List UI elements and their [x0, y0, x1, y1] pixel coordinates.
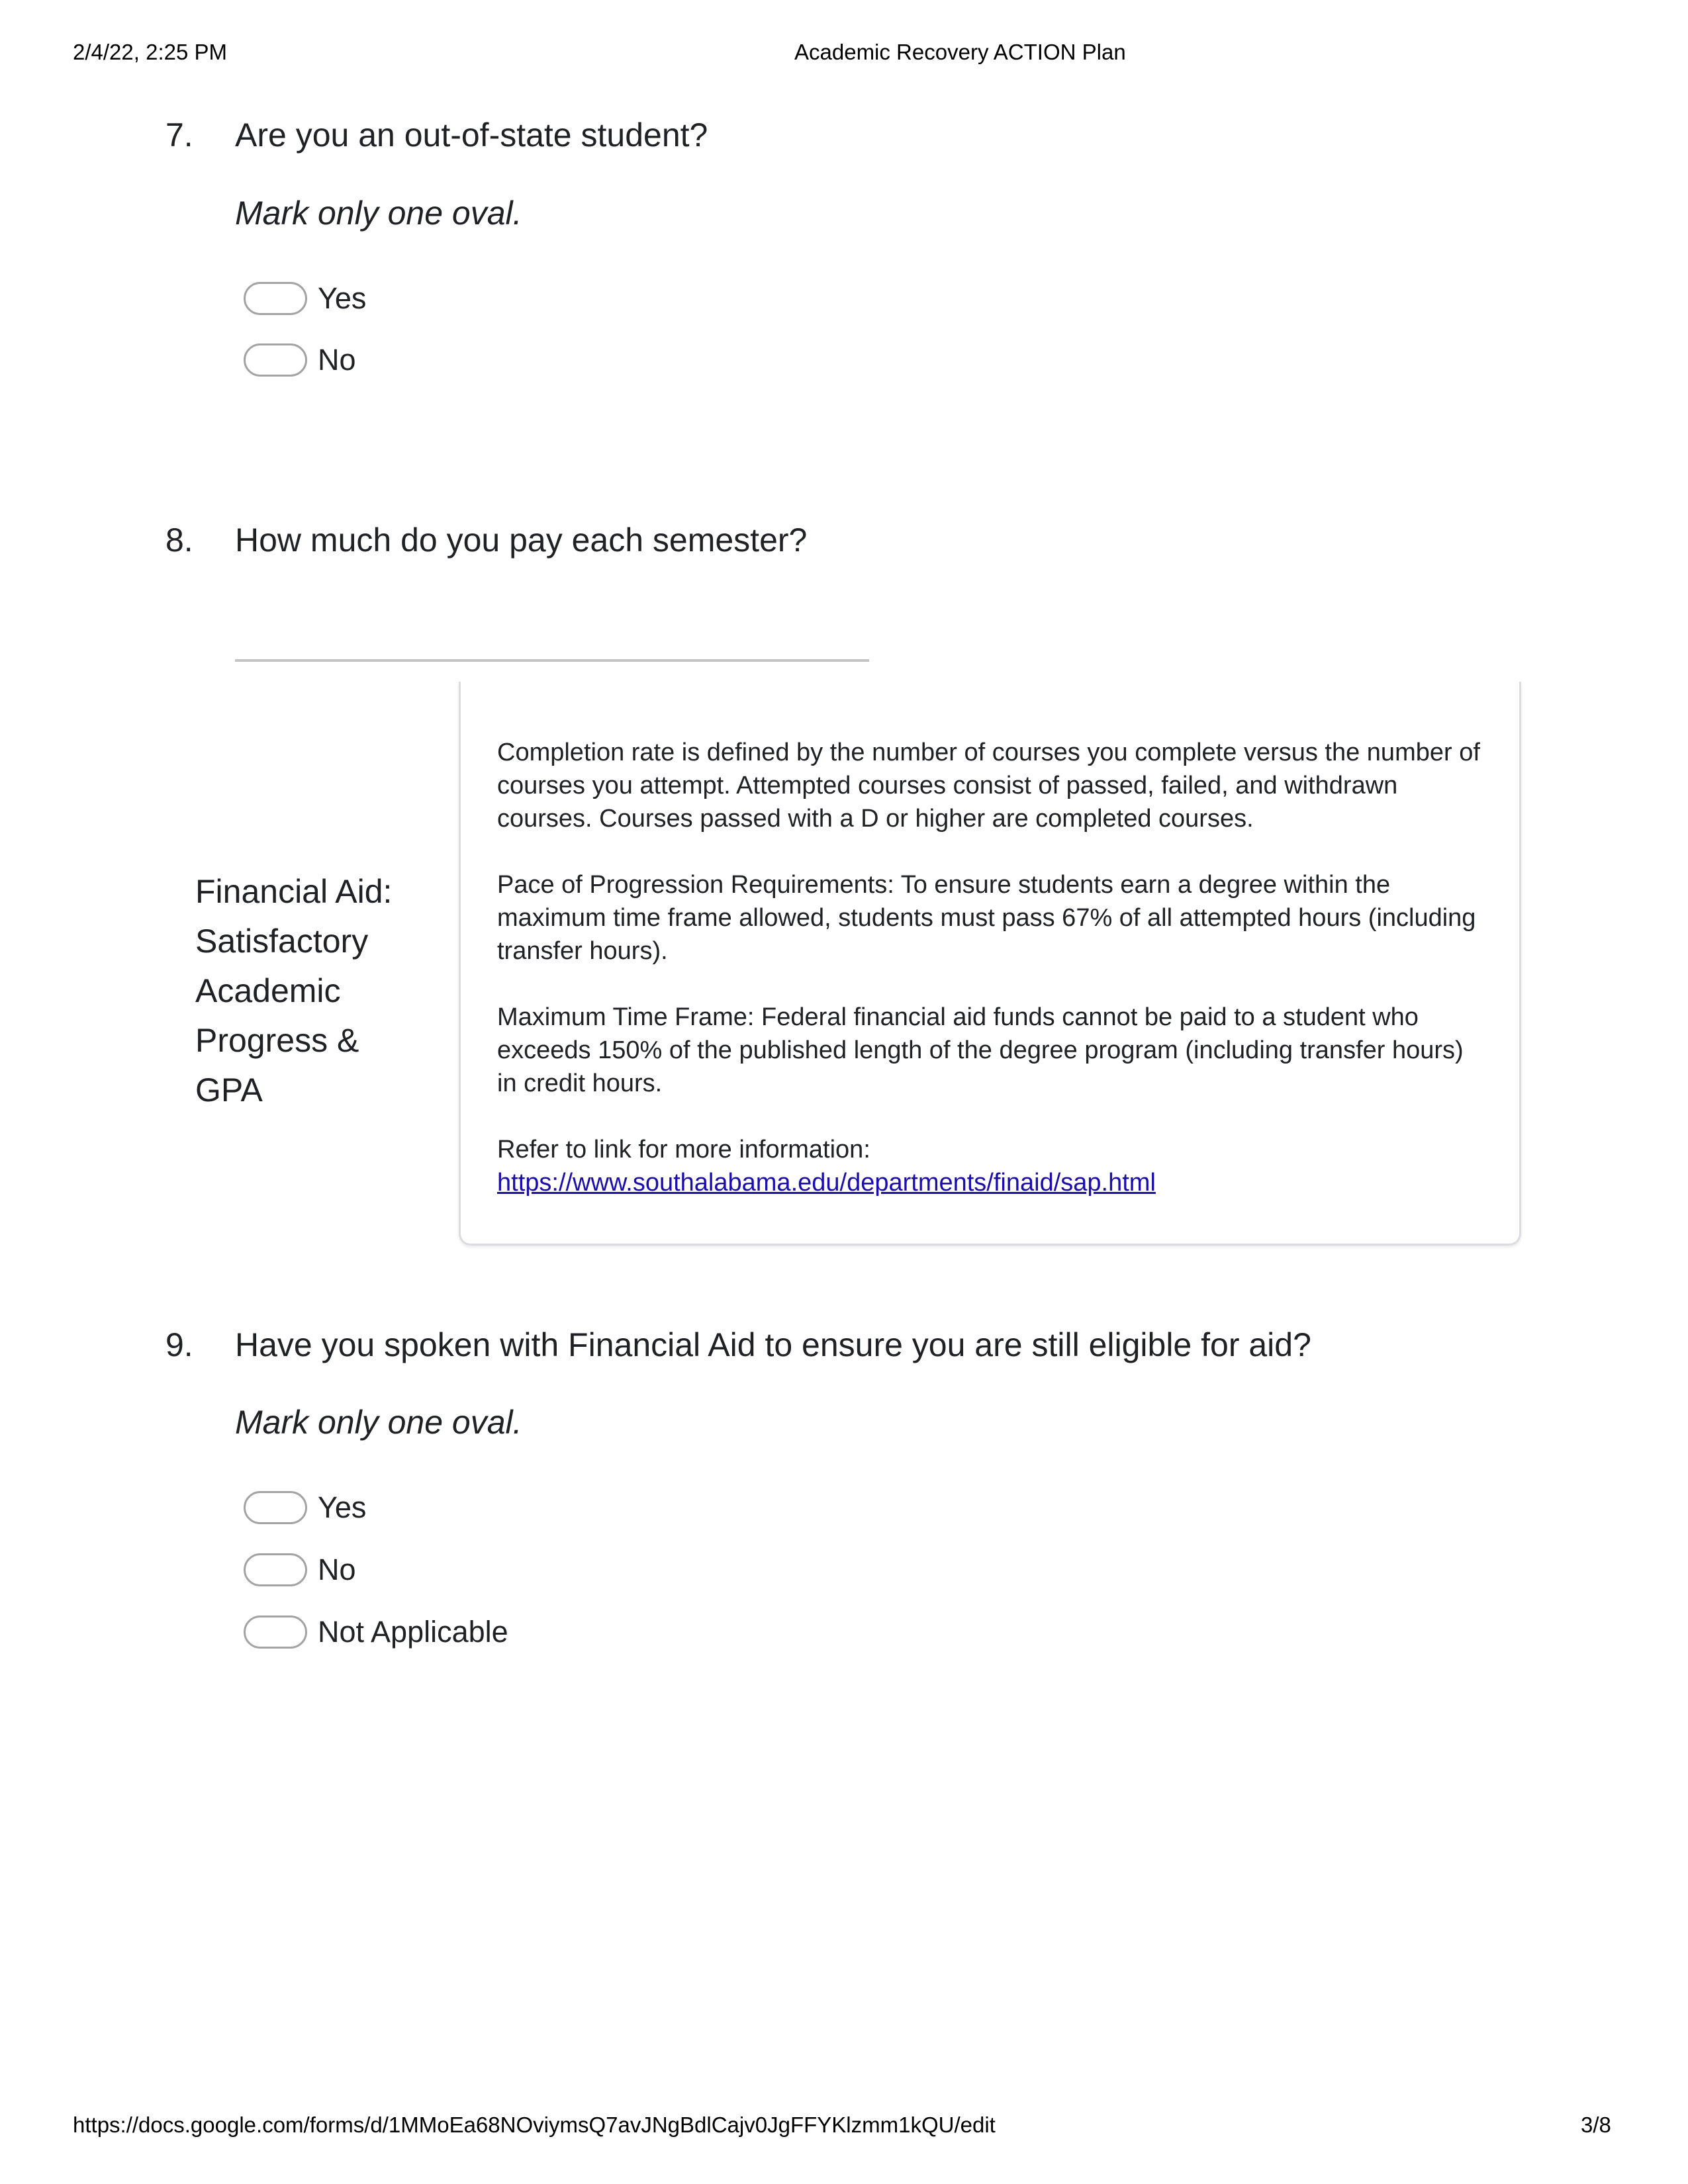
- option-label: No: [318, 343, 356, 377]
- radio-oval[interactable]: [244, 1615, 307, 1649]
- radio-oval[interactable]: [244, 343, 307, 377]
- question-text: Have you spoken with Financial Aid to ensure you are still eligible for aid?: [235, 1326, 1311, 1363]
- radio-oval[interactable]: [244, 282, 307, 315]
- section-paragraph: Maximum Time Frame: Federal financial aid funds cannot be paid to a student who exceeds 150% of the published length of the degree program (including transfer hours) in credit hours.: [497, 1003, 1464, 1097]
- option-label: Not Applicable: [318, 1615, 508, 1649]
- question-number: 7.: [165, 116, 193, 154]
- answer-input-line[interactable]: [235, 659, 869, 662]
- question-text: Are you an out-of-state student?: [235, 116, 708, 154]
- question-text: How much do you pay each semester?: [235, 522, 808, 559]
- option-no[interactable]: [244, 341, 356, 379]
- option-yes[interactable]: [244, 1489, 366, 1526]
- section-title: Financial Aid: Satisfactory Academic Progress & GPA: [195, 873, 393, 1109]
- question-hint: Mark only one oval.: [235, 1404, 522, 1441]
- section-description-box: [459, 682, 1521, 1246]
- option-label: Yes: [318, 1490, 367, 1524]
- question-number: 9.: [165, 1326, 193, 1363]
- option-label: No: [318, 1553, 356, 1586]
- sap-info-link[interactable]: https://www.southalabama.edu/departments/finaid/sap.html: [497, 1169, 1156, 1197]
- section-paragraph: Pace of Progression Requirements: To ensure students earn a degree within the maximum time frame allowed, students must pass 67% of all attempted hours (including transfer hours).: [497, 871, 1476, 965]
- print-datetime: 2/4/22, 2:25 PM: [73, 40, 227, 64]
- radio-oval[interactable]: [244, 1491, 307, 1524]
- option-yes[interactable]: [244, 280, 366, 317]
- page-url: https://docs.google.com/forms/d/1MMoEa68NOviymsQ7avJNgBdlCajv0JgFFYKlzmm1kQU/edit: [73, 2113, 996, 2137]
- document-title: Academic Recovery ACTION Plan: [794, 40, 1126, 64]
- question-hint: Mark only one oval.: [235, 195, 522, 232]
- section-paragraph: Refer to link for more information:: [497, 1136, 870, 1163]
- page-number: 3/8: [1581, 2113, 1611, 2137]
- radio-oval[interactable]: [244, 1553, 307, 1586]
- option-no[interactable]: [244, 1551, 356, 1588]
- question-number: 8.: [165, 522, 193, 559]
- option-label: Yes: [318, 281, 367, 315]
- option-not-applicable[interactable]: [244, 1614, 508, 1651]
- section-paragraph: Completion rate is defined by the number of courses you complete versus the number of courses you attempt. Attempted courses consist of passed, failed, and withdrawn courses. Courses passed with a D or higher are completed courses.: [497, 739, 1480, 833]
